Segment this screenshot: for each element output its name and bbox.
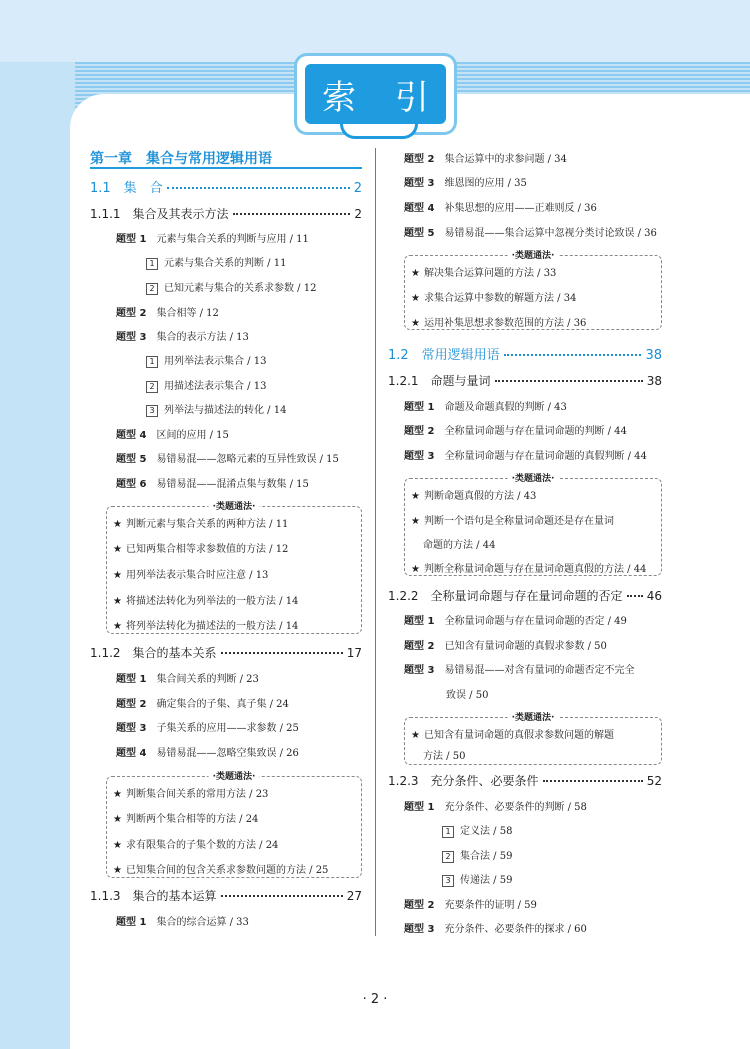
list-item[interactable]: ★ 将列举法转化为描述法的一般方法 / 14 — [113, 621, 299, 632]
toc-subsection-1-2-2[interactable]: 1.2.2 全称量词命题与存在量词命题的否定 46 — [388, 589, 662, 603]
method-box: · 类题通法 · ★ 判断集合间关系的常用方法 / 23 ★ 判断两个集合相等的方法 / 24 ★ 求有限集合的子集个数的方法 / 24 ★ 已知集合间的包含关系求参数问题的方法 / 25 — [106, 776, 362, 878]
list-item[interactable]: 题型 1 集合间关系的判断 / 23 — [116, 674, 259, 685]
list-item[interactable]: ★ 求集合运算中参数的解题方法 / 34 — [411, 293, 577, 304]
toc-section-1-1[interactable]: 1.1 集 合 2 — [90, 181, 362, 196]
toc-subsection-1-1-1[interactable]: 1.1.1 集合及其表示方法 2 — [90, 207, 362, 221]
list-item[interactable]: 2 集合法 / 59 — [442, 847, 512, 863]
list-item[interactable]: 3 传递法 / 59 — [442, 871, 512, 887]
toc-subsection-1-1-2[interactable]: 1.1.2 集合的基本关系 17 — [90, 646, 362, 660]
list-item[interactable]: ★ 判断元素与集合关系的两种方法 / 11 — [113, 519, 289, 530]
list-item[interactable]: ★ 解决集合运算问题的方法 / 33 — [411, 268, 557, 279]
list-item[interactable]: 题型 5 易错易混——忽略元素的互异性致误 / 15 — [116, 454, 339, 465]
column-divider — [375, 148, 376, 936]
list-item[interactable]: 题型 1 充分条件、必要条件的判断 / 58 — [404, 802, 587, 813]
method-box: · 类题通法 · ★ 判断元素与集合关系的两种方法 / 11 ★ 已知两集合相等求参数值的方法 / 12 ★ 用列举法表示集合时应注意 / 13 ★ 将描述法转化为列举法的一般方法 / 14 ★ 将列举法转化为描述法的一般方法 / 14 — [106, 506, 362, 634]
toc-subsection-1-1-3[interactable]: 1.1.3 集合的基本运算 27 — [90, 889, 362, 903]
list-item[interactable]: 题型 6 易错易混——混淆点集与数集 / 15 — [116, 479, 309, 490]
page-title: 索 引 — [322, 77, 443, 118]
list-item[interactable]: 2 用描述法表示集合 / 13 — [146, 377, 266, 393]
list-item[interactable]: 题型 3 集合的表示方法 / 13 — [116, 332, 249, 343]
list-item[interactable]: ★ 判断两个集合相等的方法 / 24 — [113, 814, 259, 825]
list-item[interactable]: ★ 判断一个语句是全称量词命题还是存在量词 — [411, 516, 614, 527]
list-item[interactable]: ★ 已知含有量词命题的真假求参数问题的解题 — [411, 730, 614, 741]
list-item[interactable]: 1 定义法 / 58 — [442, 822, 512, 838]
list-item[interactable]: 1 用列举法表示集合 / 13 — [146, 352, 266, 368]
list-item[interactable]: 题型 3 易错易混——对含有量词的命题否定不完全 — [404, 665, 635, 676]
list-item[interactable]: 题型 3 维恩图的应用 / 35 — [404, 178, 527, 189]
list-item: 致误 / 50 — [446, 690, 489, 701]
list-item: 命题的方法 / 44 — [423, 540, 496, 551]
list-item[interactable]: 2 已知元素与集合的关系求参数 / 12 — [146, 279, 316, 295]
list-item[interactable]: 题型 4 区间的应用 / 15 — [116, 430, 229, 441]
page-number: · 2 · — [362, 992, 388, 1007]
list-item[interactable]: 题型 1 集合的综合运算 / 33 — [116, 917, 249, 928]
method-box: · 类题通法 · ★ 已知含有量词命题的真假求参数问题的解题 方法 / 50 — [404, 717, 662, 765]
list-item[interactable]: 题型 3 子集关系的应用——求参数 / 25 — [116, 723, 299, 734]
list-item[interactable]: 题型 5 易错易混——集合运算中忽视分类讨论致误 / 36 — [404, 228, 657, 239]
chapter-title: 第一章 集合与常用逻辑用语 — [90, 151, 272, 167]
method-box: · 类题通法 · ★ 解决集合运算问题的方法 / 33 ★ 求集合运算中参数的解题方法 / 34 ★ 运用补集思想求参数范围的方法 / 36 — [404, 255, 662, 330]
list-item[interactable]: ★ 判断命题真假的方法 / 43 — [411, 491, 537, 502]
list-item[interactable]: 题型 1 全称量词命题与存在量词命题的否定 / 49 — [404, 616, 627, 627]
list-item[interactable]: ★ 运用补集思想求参数范围的方法 / 36 — [411, 318, 587, 329]
list-item[interactable]: ★ 将描述法转化为列举法的一般方法 / 14 — [113, 596, 299, 607]
list-item[interactable]: ★ 用列举法表示集合时应注意 / 13 — [113, 570, 269, 581]
list-item[interactable]: ★ 求有限集合的子集个数的方法 / 24 — [113, 840, 279, 851]
title-banner — [297, 56, 454, 132]
left-margin-band — [0, 62, 75, 1049]
list-item[interactable]: 题型 2 确定集合的子集、真子集 / 24 — [116, 699, 289, 710]
method-box: · 类题通法 · ★ 判断命题真假的方法 / 43 ★ 判断一个语句是全称量词命题还是存在量词 命题的方法 / 44 ★ 判断全称量词命题与存在量词命题真假的方法 / 44 — [404, 478, 662, 576]
list-item[interactable]: 题型 2 全称量词命题与存在量词命题的判断 / 44 — [404, 426, 627, 437]
list-item[interactable]: ★ 已知两集合相等求参数值的方法 / 12 — [113, 544, 289, 555]
toc-subsection-1-2-1[interactable]: 1.2.1 命题与量词 38 — [388, 374, 662, 388]
list-item[interactable]: 题型 2 集合运算中的求参问题 / 34 — [404, 154, 567, 165]
list-item[interactable]: 题型 4 补集思想的应用——正难则反 / 36 — [404, 203, 597, 214]
list-item[interactable]: 题型 2 已知含有量词命题的真假求参数 / 50 — [404, 641, 607, 652]
list-item: 方法 / 50 — [423, 751, 466, 762]
list-item[interactable]: 题型 4 易错易混——忽略空集致误 / 26 — [116, 748, 299, 759]
list-item[interactable]: 3 列举法与描述法的转化 / 14 — [146, 401, 286, 417]
open-book-icon — [340, 124, 418, 139]
list-item[interactable]: ★ 已知集合间的包含关系求参数问题的方法 / 25 — [113, 865, 329, 876]
list-item[interactable]: 题型 3 全称量词命题与存在量词命题的真假判断 / 44 — [404, 451, 647, 462]
list-item[interactable]: ★ 判断集合间关系的常用方法 / 23 — [113, 789, 269, 800]
chapter-underline — [90, 167, 362, 169]
list-item[interactable]: ★ 判断全称量词命题与存在量词命题真假的方法 / 44 — [411, 564, 647, 575]
toc-section-1-2[interactable]: 1.2 常用逻辑用语 38 — [388, 348, 662, 363]
list-item[interactable]: 题型 3 充分条件、必要条件的探求 / 60 — [404, 924, 587, 935]
list-item[interactable]: 题型 1 命题及命题真假的判断 / 43 — [404, 402, 567, 413]
list-item[interactable]: 题型 2 充要条件的证明 / 59 — [404, 900, 537, 911]
toc-subsection-1-2-3[interactable]: 1.2.3 充分条件、必要条件 52 — [388, 774, 662, 788]
list-item[interactable]: 1 元素与集合关系的判断 / 11 — [146, 254, 286, 270]
header-band — [0, 0, 750, 62]
list-item[interactable]: 题型 1 元素与集合关系的判断与应用 / 11 — [116, 234, 309, 245]
list-item[interactable]: 题型 2 集合相等 / 12 — [116, 308, 219, 319]
